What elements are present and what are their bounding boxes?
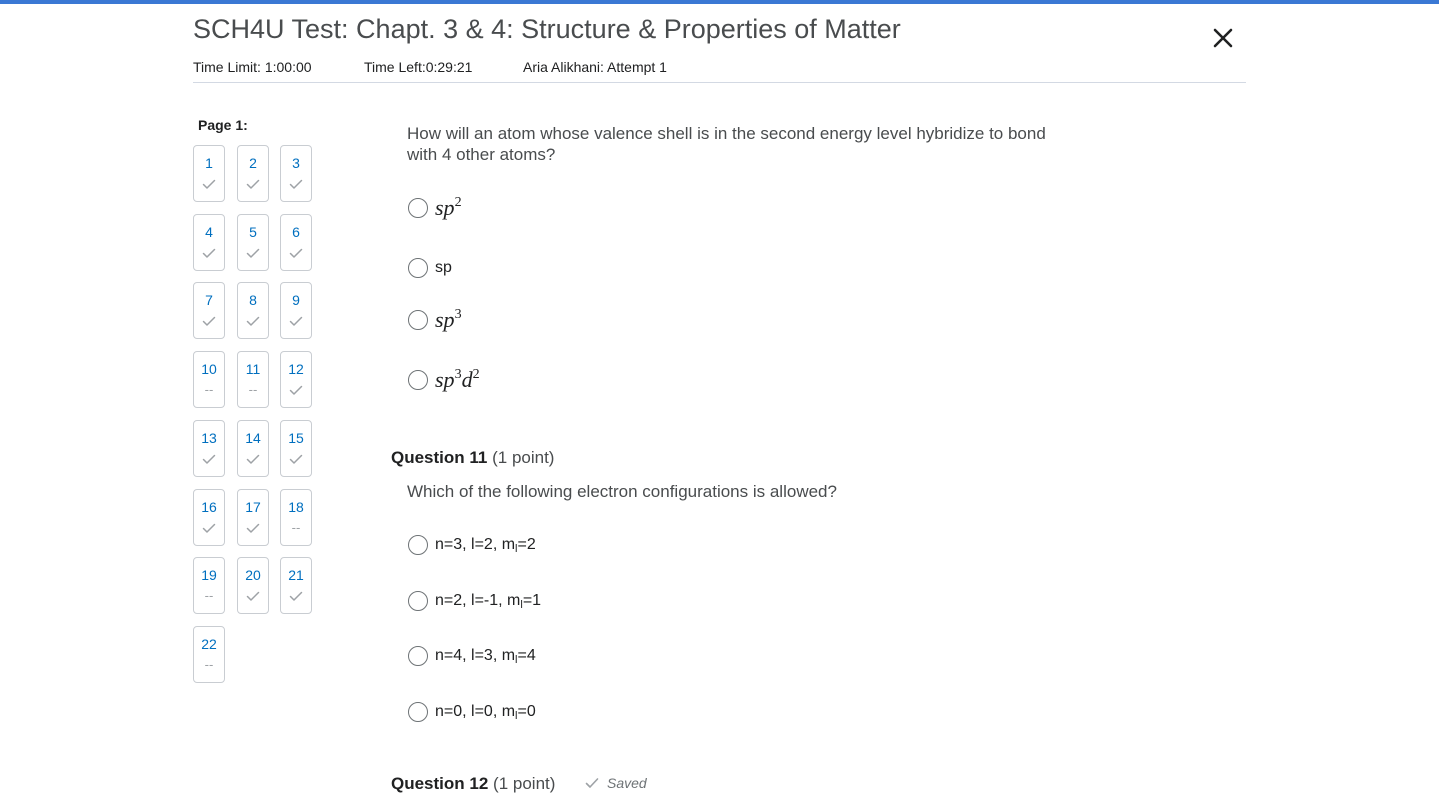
question-points: (1 point) (492, 448, 555, 467)
question-nav-3[interactable] (280, 145, 312, 202)
question-nav-10[interactable] (193, 351, 225, 408)
radio-button[interactable] (408, 702, 428, 722)
question-number: 13 (201, 430, 217, 446)
q11-option-c[interactable] (408, 643, 536, 669)
question-nav-14[interactable] (237, 420, 269, 477)
question-number: 1 (205, 155, 213, 171)
question-number: 6 (292, 224, 300, 240)
q10-option-d[interactable] (408, 367, 480, 393)
q10-option-b[interactable] (408, 255, 452, 281)
q11-option-a[interactable] (408, 532, 536, 558)
unanswered-mark: -- (291, 520, 301, 535)
option-label: sp (435, 259, 452, 276)
time-left: Time Left:0:29:21 (364, 59, 473, 75)
question-number: 21 (288, 567, 304, 583)
checkmark-icon (238, 451, 268, 469)
radio-button[interactable] (408, 370, 428, 390)
question-nav-15[interactable] (280, 420, 312, 477)
unanswered-mark: -- (248, 382, 258, 397)
option-label: $sp^2$ (435, 195, 462, 220)
question-nav-9[interactable] (280, 282, 312, 339)
unanswered-mark: -- (204, 657, 214, 672)
question-nav-13[interactable] (193, 420, 225, 477)
question-number: 22 (201, 636, 217, 652)
question-number: 3 (292, 155, 300, 171)
checkmark-icon (281, 245, 311, 263)
checkmark-icon (238, 245, 268, 263)
question-number: 2 (249, 155, 257, 171)
radio-button[interactable] (408, 258, 428, 278)
question-nav-18[interactable] (280, 489, 312, 546)
question-number: 4 (205, 224, 213, 240)
question-number: 15 (288, 430, 304, 446)
question-nav-21[interactable] (280, 557, 312, 614)
question-number: 14 (245, 430, 261, 446)
question-label: Question 12 (391, 774, 489, 793)
option-label: n=4, l=3, $m_l=4$ (435, 646, 536, 666)
checkmark-icon (194, 451, 224, 469)
unanswered-mark: -- (204, 588, 214, 603)
question-12-header (391, 774, 555, 794)
question-nav-12[interactable] (280, 351, 312, 408)
checkmark-icon (194, 245, 224, 263)
question-nav-6[interactable] (280, 214, 312, 271)
question-number: 18 (288, 499, 304, 515)
question-nav-17[interactable] (237, 489, 269, 546)
question-number: 10 (201, 361, 217, 377)
checkmark-icon (281, 313, 311, 331)
question-nav-19[interactable] (193, 557, 225, 614)
question-number: 11 (245, 361, 261, 377)
question-10-text: How will an atom whose valence shell is in the second energy level hybridize to bond with 4 other atoms? (407, 124, 1046, 164)
question-11-header (391, 448, 554, 468)
checkmark-icon (194, 313, 224, 331)
question-nav-1[interactable] (193, 145, 225, 202)
question-number: 7 (205, 292, 213, 308)
question-nav-11[interactable] (237, 351, 269, 408)
question-nav-8[interactable] (237, 282, 269, 339)
option-label: n=2, l=-1, $m_l=1$ (435, 591, 542, 611)
question-nav-4[interactable] (193, 214, 225, 271)
question-nav-7[interactable] (193, 282, 225, 339)
attempt-info: Aria Alikhani: Attempt 1 (523, 59, 667, 75)
q11-option-d[interactable] (408, 699, 536, 725)
question-number: 17 (245, 499, 261, 515)
saved-status (585, 775, 647, 791)
radio-button[interactable] (408, 646, 428, 666)
time-limit: Time Limit: 1:00:00 (193, 59, 312, 75)
quiz-title: SCH4U Test: Chapt. 3 & 4: Structure & Properties of Matter (193, 14, 901, 44)
option-label: $sp^3$ (435, 307, 462, 332)
question-number: 8 (249, 292, 257, 308)
radio-button[interactable] (408, 535, 428, 555)
radio-button[interactable] (408, 310, 428, 330)
question-label: Question 11 (391, 448, 488, 467)
checkmark-icon (238, 176, 268, 194)
question-nav-22[interactable] (193, 626, 225, 683)
q10-option-c[interactable] (408, 307, 462, 333)
q11-option-b[interactable] (408, 588, 541, 614)
question-nav-5[interactable] (237, 214, 269, 271)
checkmark-icon (281, 176, 311, 194)
question-nav-16[interactable] (193, 489, 225, 546)
checkmark-icon (238, 313, 268, 331)
saved-label: Saved (607, 775, 647, 791)
question-11-text: Which of the following electron configurations is allowed? (407, 482, 837, 501)
option-label: n=0, l=0, $m_l=0$ (435, 702, 536, 722)
checkmark-icon (281, 382, 311, 400)
checkmark-icon (281, 588, 311, 606)
question-points: (1 point) (493, 774, 556, 793)
close-button[interactable] (1209, 24, 1237, 52)
unanswered-mark: -- (204, 382, 214, 397)
checkmark-icon (194, 520, 224, 538)
question-number: 19 (201, 567, 217, 583)
radio-button[interactable] (408, 591, 428, 611)
checkmark-icon (585, 777, 599, 789)
close-icon (1209, 24, 1237, 52)
top-accent-bar (0, 0, 1439, 4)
page-label: Page 1: (198, 117, 248, 133)
radio-button[interactable] (408, 198, 428, 218)
question-number: 9 (292, 292, 300, 308)
question-number: 12 (288, 361, 304, 377)
header-divider (193, 82, 1246, 83)
q10-option-a[interactable] (408, 195, 462, 221)
question-nav-20[interactable] (237, 557, 269, 614)
question-number: 5 (249, 224, 257, 240)
question-number: 16 (201, 499, 217, 515)
option-label: $sp^3d^2$ (435, 367, 480, 392)
option-label: n=3, l=2, $m_l=2$ (435, 535, 536, 555)
question-nav-2[interactable] (237, 145, 269, 202)
checkmark-icon (281, 451, 311, 469)
checkmark-icon (194, 176, 224, 194)
checkmark-icon (238, 520, 268, 538)
question-number: 20 (245, 567, 261, 583)
checkmark-icon (238, 588, 268, 606)
